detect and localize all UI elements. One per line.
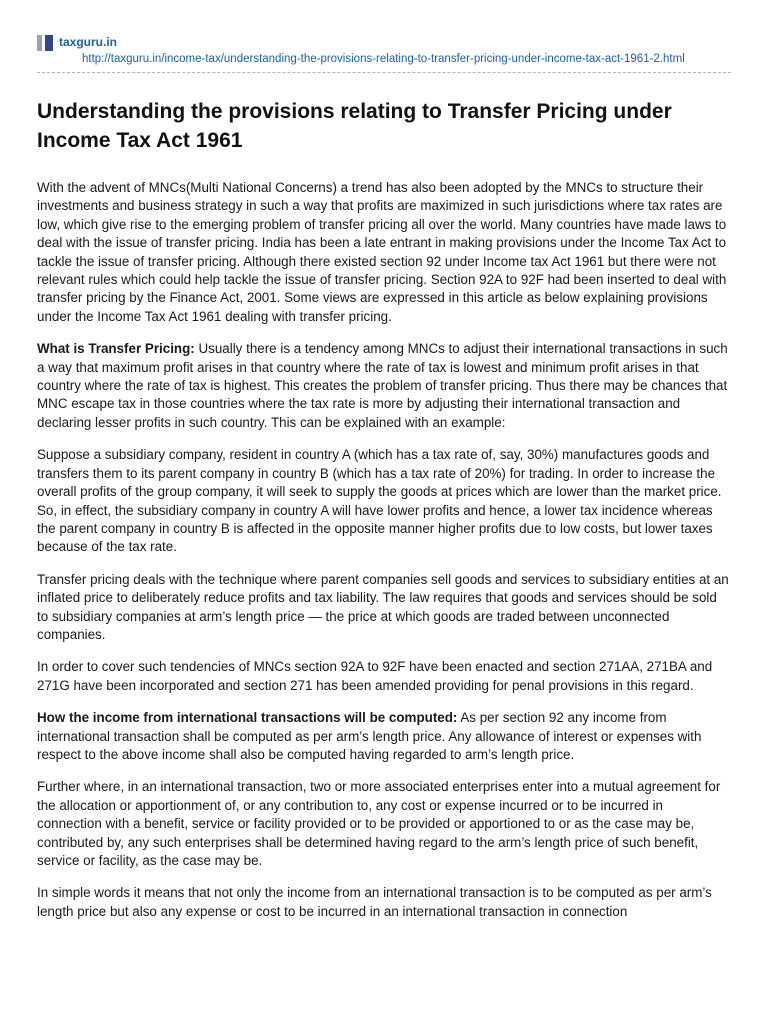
paragraph-technique: Transfer pricing deals with the technique where parent companies sell goods and services to subsidiary entities at an inflated price to deliberately reduce profits and tax liability. The law requires that goods and services should be sold to subsidiary companies at arm’s length price — the price at which goods are traded between unconnected companies.: [37, 571, 729, 642]
paragraph-text: Usually there is a tendency among MNCs to adjust their international transactions in such a way that maximum profit arises in that country where the rate of tax is lowest and minimum profit arises in that country where the rate of tax is highest. This creates the problem of transfer pricing. Thus there may be chances that MNC escape tax in those countries where the tax rate is more by adjusting their international transaction and declaring lesser profits in such country. This can be explained with an example:: [37, 341, 728, 430]
paragraph-example: Suppose a subsidiary company, resident in country A (which has a tax rate of, say, 30%) manufactures goods and transfers them to its parent company in country B (which has a tax rate of 20%) for trading. In order to increase the overall profits of the group company, it will seek to supply the goods at prices which are lower than the market price. So, in effect, the subsidiary company in country A will have lower profits and hence, a lower tax incidence whereas the parent company in country B is affected in the opposite manner higher profits due to low costs, but lower taxes because of the tax rate.: [37, 447, 722, 555]
paragraph-intro: With the advent of MNCs(Multi National Concerns) a trend has also been adopted by the MNCs to structure their investments and business strategy in such a way that profits are maximized in such jurisdictions where tax rates are low, which give rise to the emerging problem of transfer pricing all over the world. Many countries have made laws to deal with the issue of transfer pricing. India has been a late entrant in making provisions under the Income Tax Act to tackle the issue of transfer pricing. Although there existed section 92 under Income tax Act 1961 but there were not relevant rules which could help tackle the issue of transfer pricing. Section 92A to 92F had been inserted to deal with transfer pricing by the Finance Act, 2001. Some views are expressed in this article as below explaining provisions under the Income Tax Act 1961 dealing with transfer pricing.: [37, 180, 727, 324]
header-divider: [37, 72, 731, 73]
taxguru-logo-icon: [37, 35, 57, 51]
paragraph-what-is-transfer-pricing: [37, 340, 731, 432]
paragraph-simple-words: In simple words it means that not only the income from an international transaction is to be computed as per arm’s length price but also any expense or cost to be incurred in an international transaction in connection: [37, 885, 712, 919]
site-name-link[interactable]: taxguru.in: [59, 35, 118, 49]
logo-bar-grey: [37, 35, 42, 51]
paragraph-mutual-agreement: Further where, in an international transaction, two or more associated enterprises enter into a mutual agreement for the allocation or apportionment of, or any contribution to, any cost or expense incurred or to be incurred in connection with a benefit, service or facility provided or to be provided or apportioned to or as the case may be, contributed by, any such enterprises shall be determined having regard to the arm’s length price of such benefit, service or facility, as the case may be.: [37, 779, 721, 868]
paragraph-heading: How the income from international transactions will be computed:: [37, 710, 458, 726]
source-url-link[interactable]: http://taxguru.in/income-tax/understanding-the-provisions-relating-to-transfer-pricing-under-income-tax-act-1961-2.html: [82, 53, 685, 65]
page-header: [37, 34, 731, 74]
paragraph-sections: In order to cover such tendencies of MNCs section 92A to 92F have been enacted and section 271AA, 271BA and 271G have been incorporated and section 271 has been amended providing for penal provisions in this regard.: [37, 659, 713, 693]
article-title: Understanding the provisions relating to Transfer Pricing under Income Tax Act 1961: [37, 100, 672, 152]
paragraph-heading: What is Transfer Pricing:: [37, 341, 195, 357]
article-body: [37, 179, 731, 935]
logo-bar-blue: [45, 35, 53, 51]
paragraph-text: As per section 92 any income from international transaction shall be computed as per arm’s length price. Any allowance of interest or expenses with respect to the above income shall also be computed having regarded to arm’s length price.: [37, 710, 702, 762]
paragraph-income-computation: [37, 709, 731, 764]
